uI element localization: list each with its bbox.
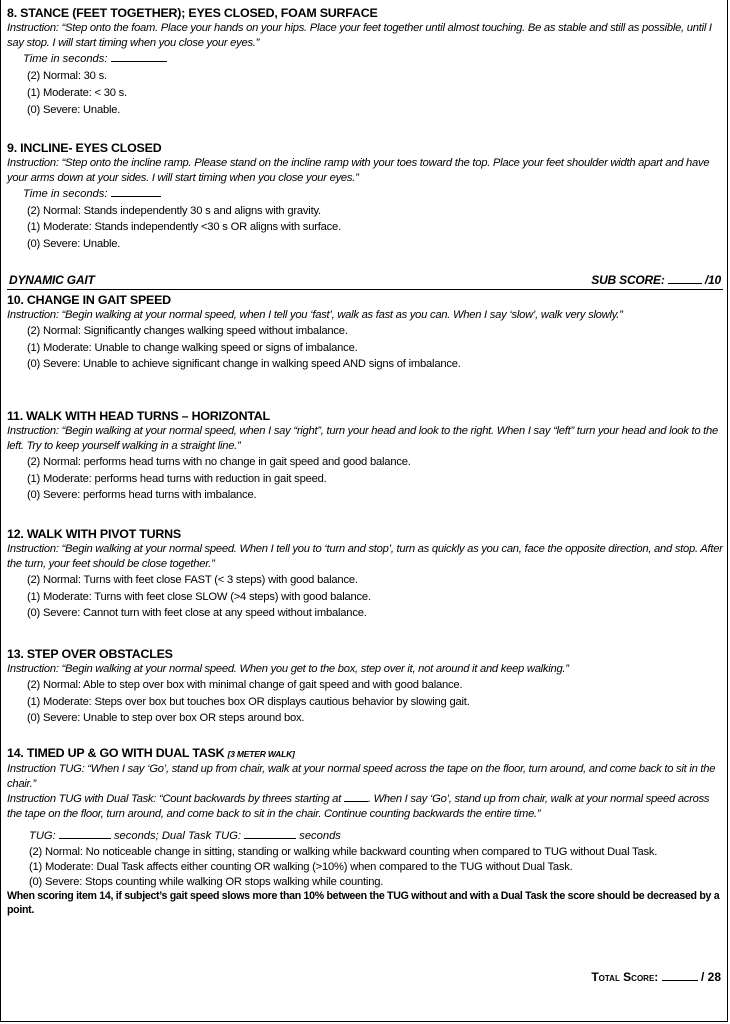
item-13-normal: (2) Normal: Able to step over box with minimal change of gait speed and with good balance. bbox=[27, 679, 463, 691]
item-14-moderate: (1) Moderate: Dual Task affects either counting OR walking (>10%) when compared to the TUG without Dual Task. bbox=[29, 861, 573, 874]
item-8-title: 8. STANCE (FEET TOGETHER); EYES CLOSED, FOAM SURFACE bbox=[7, 6, 378, 20]
dynamic-gait-header bbox=[7, 273, 723, 290]
item-13-severe: (0) Severe: Unable to step over box OR steps around box. bbox=[27, 712, 305, 725]
item-10-instruction: Instruction: “Begin walking at your normal speed, when I tell you ‘fast’, walk as fast as you can. When I say ‘slow’, walk very slowly.” bbox=[7, 309, 623, 321]
item-14-instruction-dual bbox=[7, 792, 723, 822]
item-13-title: 13. STEP OVER OBSTACLES bbox=[7, 647, 173, 661]
subscore-blank[interactable] bbox=[668, 274, 702, 284]
item-8-moderate: (1) Moderate: < 30 s. bbox=[27, 86, 127, 99]
item-8-section bbox=[7, 6, 723, 119]
item-8-instruction: Instruction: “Step onto the foam. Place your hands on your hips. Place your feet together until almost touching. Be as stable and still as possible, until I say stop. I will start timing when you close your eyes.” bbox=[7, 22, 712, 49]
item-13-section bbox=[7, 647, 723, 727]
start-number-blank[interactable] bbox=[344, 792, 368, 802]
item-14-title-row bbox=[7, 746, 723, 762]
item-10-moderate: (1) Moderate: Unable to change walking speed or signs of imbalance. bbox=[27, 341, 358, 354]
total-score bbox=[591, 970, 721, 984]
item-12-severe: (0) Severe: Cannot turn with feet close at any speed without imbalance. bbox=[27, 607, 367, 620]
item-12-instruction: Instruction: “Begin walking at your normal speed. When I tell you to ‘turn and stop’, turn as quickly as you can, face the opposite direction, and stop. After the turn, your feet should be close together.” bbox=[7, 543, 723, 570]
item-11-severe: (0) Severe: performs head turns with imbalance. bbox=[27, 489, 257, 502]
item-10-section bbox=[7, 293, 723, 373]
item-9-title: 9. INCLINE- EYES CLOSED bbox=[7, 141, 162, 155]
item-9-normal: (2) Normal: Stands independently 30 s and aligns with gravity. bbox=[27, 204, 321, 217]
tug-seconds-label: seconds; Dual Task TUG: bbox=[113, 830, 242, 842]
item-9-time-field bbox=[7, 186, 723, 203]
item-9-time-label: Time in seconds: bbox=[23, 188, 108, 200]
item-12-section bbox=[7, 527, 723, 622]
item-9-section bbox=[7, 141, 723, 252]
tug-times-row bbox=[7, 828, 723, 845]
item-8-time-field bbox=[7, 51, 723, 68]
item-12-title: 12. WALK WITH PIVOT TURNS bbox=[7, 527, 181, 541]
total-score-blank[interactable] bbox=[662, 971, 698, 981]
item-14-instruction-dual-a: Instruction TUG with Dual Task: “Count backwards by threes starting at bbox=[7, 793, 342, 805]
item-13-moderate: (1) Moderate: Steps over box but touches box OR displays cautious behavior by slowing gait. bbox=[27, 695, 470, 708]
item-10-normal: (2) Normal: Significantly changes walking speed without imbalance. bbox=[27, 325, 348, 337]
dual-seconds-label: seconds bbox=[299, 830, 341, 842]
dynamic-gait-subscore bbox=[591, 273, 721, 287]
item-14-severe: (0) Severe: Stops counting while walking OR stops walking while counting. bbox=[29, 876, 384, 889]
item-8-time-label: Time in seconds: bbox=[23, 53, 108, 65]
item-10-title: 10. CHANGE IN GAIT SPEED bbox=[7, 293, 171, 307]
total-score-label: Total Score: bbox=[591, 970, 659, 984]
tug-seconds-blank[interactable] bbox=[59, 829, 111, 839]
item-8-severe: (0) Severe: Unable. bbox=[27, 103, 121, 116]
item-14-scoring-note: When scoring item 14, if subject’s gait speed slows more than 10% between the TUG without and with a Dual Task the score should be decreased by a point. bbox=[7, 890, 720, 917]
dynamic-gait-label: DYNAMIC GAIT bbox=[9, 273, 95, 287]
item-8-normal: (2) Normal: 30 s. bbox=[27, 69, 107, 82]
item-14-title-suffix: [3 METER WALK] bbox=[227, 749, 295, 759]
item-12-normal: (2) Normal: Turns with feet close FAST (< 3 steps) with good balance. bbox=[27, 574, 358, 586]
item-14-instruction-tug: Instruction TUG: “When I say ‘Go’, stand up from chair, walk at your normal speed across the tape on the floor, turn around, and come back to sit in the chair.” bbox=[7, 763, 716, 790]
item-11-normal: (2) Normal: performs head turns with no change in gait speed and good balance. bbox=[27, 456, 411, 468]
subscore-label: SUB SCORE: bbox=[591, 273, 665, 287]
item-11-moderate: (1) Moderate: performs head turns with reduction in gait speed. bbox=[27, 472, 327, 485]
subscore-max: /10 bbox=[704, 273, 721, 287]
item-14-section bbox=[7, 746, 723, 917]
total-score-max: / 28 bbox=[700, 970, 721, 984]
item-9-instruction: Instruction: “Step onto the incline ramp. Please stand on the incline ramp with your toes toward the top. Place your feet shoulder width apart and have your arms down at your sides. I will start timing when you close your eyes.” bbox=[7, 157, 710, 184]
item-9-severe: (0) Severe: Unable. bbox=[27, 237, 121, 250]
item-13-instruction: Instruction: “Begin walking at your normal speed. When you get to the box, step over it, not around it and keep walking.” bbox=[7, 663, 569, 675]
item-14-instruction-dual-b: . When I say ‘Go’, stand up from chair, walk at your normal speed across the tape on the floor, turn around, and come back to sit in the chair. Continue counting backwards the entire time.” bbox=[7, 793, 710, 820]
item-14-normal: (2) Normal: No noticeable change in sitting, standing or walking while backward counting when compared to TUG without Dual Task. bbox=[29, 845, 658, 858]
dual-task-seconds-blank[interactable] bbox=[244, 829, 296, 839]
tug-label: TUG: bbox=[29, 830, 56, 842]
item-9-moderate: (1) Moderate: Stands independently <30 s OR aligns with surface. bbox=[27, 221, 341, 234]
item-8-time-blank[interactable] bbox=[111, 52, 167, 62]
item-11-instruction: Instruction: “Begin walking at your normal speed, when I say “right”, turn your head and look to the right. When I say “left” turn your head and look to the left. Try to keep yourself walking in a straight line.” bbox=[7, 425, 718, 452]
item-10-severe: (0) Severe: Unable to achieve significant change in walking speed AND signs of imbalance. bbox=[27, 358, 461, 371]
item-9-time-blank[interactable] bbox=[111, 187, 161, 197]
item-11-title: 11. WALK WITH HEAD TURNS – HORIZONTAL bbox=[7, 409, 270, 423]
item-14-title: 14. TIMED UP & GO WITH DUAL TASK bbox=[7, 746, 225, 760]
item-12-moderate: (1) Moderate: Turns with feet close SLOW (>4 steps) with good balance. bbox=[27, 590, 371, 603]
item-11-section bbox=[7, 409, 723, 504]
